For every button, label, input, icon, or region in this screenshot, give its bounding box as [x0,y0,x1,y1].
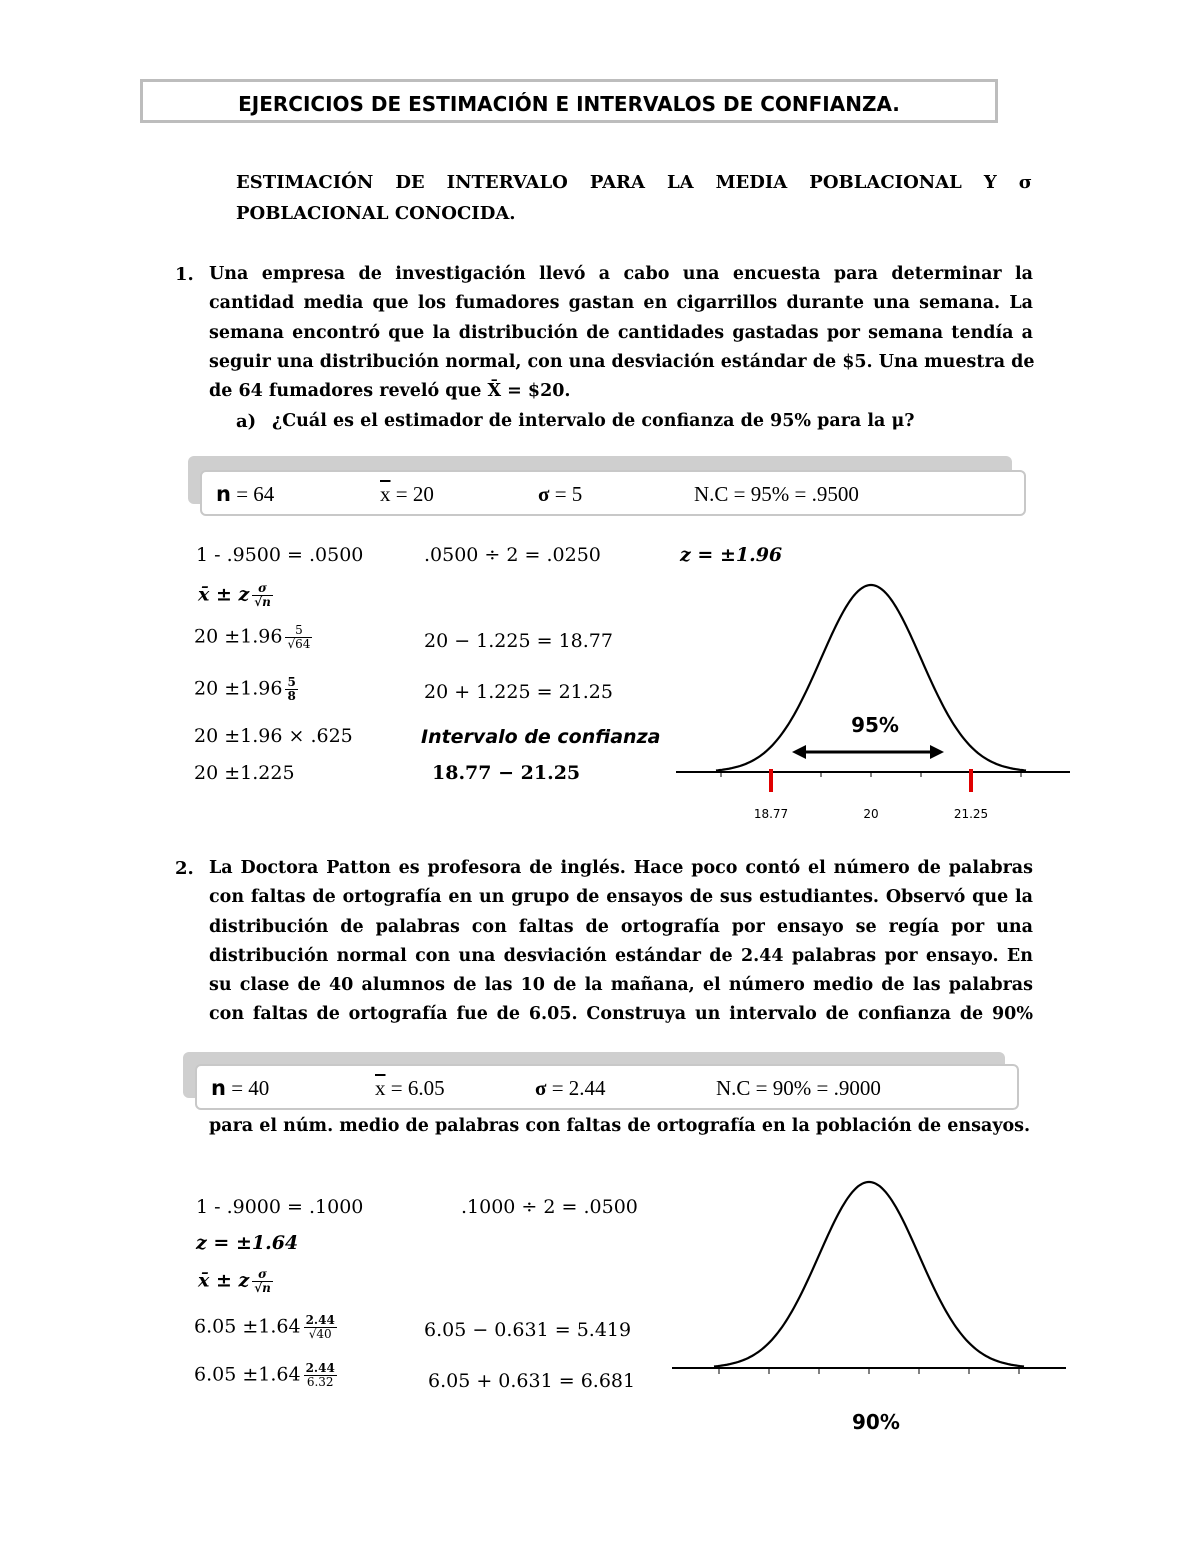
normal-curve [716,585,1026,771]
tick-label-mean: 20 [863,807,879,821]
calc-complement: 1 - .9000 = .1000 [196,1196,364,1218]
problem2-text [209,854,1033,1030]
problem1-line: seguir una distribución normal, con una desviación estándar de $5. Una muestra de [209,351,1035,372]
problem1-text [209,260,1033,406]
problem1-line: cantidad media que los fumadores gastan en cigarrillos durante una semana. La [209,293,1033,314]
calc-half-alpha: .1000 ÷ 2 = .0500 [461,1196,638,1218]
question-text: ¿Cuál es el estimador de intervalo de confianza de 95% para la μ? [272,411,915,431]
problem2-line: con faltas de ortografía en un grupo de ensayos de sus estudiantes. Observó que la [209,887,1033,908]
problem2-line: La Doctora Patton es profesora de inglés. Hace poco contó el número de palabras [209,858,1033,878]
tick-label-upper: 21.25 [953,807,989,821]
problem1-line: de 64 fumadores reveló que X̄ = $20. [209,381,571,402]
formula: x̄ ± z $\frac{\sigma}{√n}$ [198,1267,271,1295]
arrow-head-right [930,745,944,759]
problem1-line: semana encontró que la distribución de cantidades gastadas por semana tendía a [209,322,1033,343]
confidence-percent-label: 95% [851,713,899,737]
problem1-number: 1. [175,264,194,285]
normal-curve-chart-1 [670,570,1080,830]
n-value: n = 64 [216,482,275,506]
calc-step-1: 6.05 ±1.64 $\frac{2.44}{√40}$ [194,1313,335,1341]
confidence-level: N.C = 95% = .9500 [694,482,859,506]
problem2-line: distribución de palabras con faltas de ortografía por ensayo se regía por una [209,916,1033,937]
problem2-line: con faltas de ortografía fue de 6.05. Construya un intervalo de confianza de 90% [209,1004,1033,1025]
confidence-interval-result: 18.77 − 21.25 [432,762,581,784]
problem2-number: 2. [175,858,194,879]
tick-label-lower: 18.77 [753,807,789,821]
calc-lower-limit: 20 − 1.225 = 18.77 [424,630,613,652]
question-label: a) [236,411,257,432]
formula: x̄ ± z $\frac{\sigma}{√n}$ [198,581,271,609]
sigma-value: σ = 2.44 [535,1076,606,1100]
title-box [140,79,998,123]
calc-z-value: z = ±1.96 [680,544,783,566]
interval-label: Intervalo de confianza [421,726,661,748]
problem1-data-box [188,456,1026,518]
normal-curve-chart-2 [668,1170,1074,1390]
arrow-head-left [792,745,806,759]
calc-step-3: 20 ±1.96 × .625 [194,725,353,747]
n-value: n = 40 [211,1076,270,1100]
box-front [195,1064,1019,1110]
mean-value: $\overline{x} = 20$ [380,482,434,506]
calc-lower-limit: 6.05 − 0.631 = 5.419 [424,1319,632,1341]
confidence-level: N.C = 90% = .9000 [716,1076,881,1100]
calc-complement: 1 - .9500 = .0500 [196,544,364,566]
calc-step-2: 20 ±1.96 $\frac{5}{8}$ [194,675,296,703]
calc-step-2: 6.05 ±1.64 $\frac{2.44}{6.32}$ [194,1361,335,1389]
normal-curve [714,1182,1024,1367]
calc-upper-limit: 20 + 1.225 = 21.25 [424,681,613,703]
confidence-percent-label: 90% [852,1410,900,1434]
problem2-line: su clase de 40 alumnos de las 10 de la mañana, el número medio de las palabras [209,975,1033,996]
page-title: EJERCICIOS DE ESTIMACIÓN E INTERVALOS DE CONFIANZA. [238,92,900,116]
calc-half-alpha: .0500 ÷ 2 = .0250 [424,544,601,566]
calc-upper-limit: 6.05 + 0.631 = 6.681 [428,1370,636,1392]
problem1-line: Una empresa de investigación llevó a cabo una encuesta para determinar la [209,264,1033,284]
problem2-line: distribución normal con una desviación estándar de 2.44 palabras por ensayo. En [209,945,1033,966]
mean-value: $\overline{x} = 6.05$ [375,1076,445,1100]
section-heading-line1: ESTIMACIÓN DE INTERVALO PARA LA MEDIA POBLACIONAL Y σ [236,172,1032,193]
sigma-value: σ = 5 [538,482,583,506]
problem2-data-box [183,1052,1019,1112]
calc-step-1: 20 ±1.96 $\frac{5}{√64}$ [194,623,311,651]
box-front [200,470,1026,516]
problem2-continuation: para el núm. medio de palabras con faltas de ortografía en la población de ensayos. [209,1116,1031,1136]
calc-step-4: 20 ±1.225 [194,762,295,784]
calc-z-value: z = ±1.64 [196,1232,299,1254]
section-heading-line2: POBLACIONAL CONOCIDA. [236,203,516,224]
